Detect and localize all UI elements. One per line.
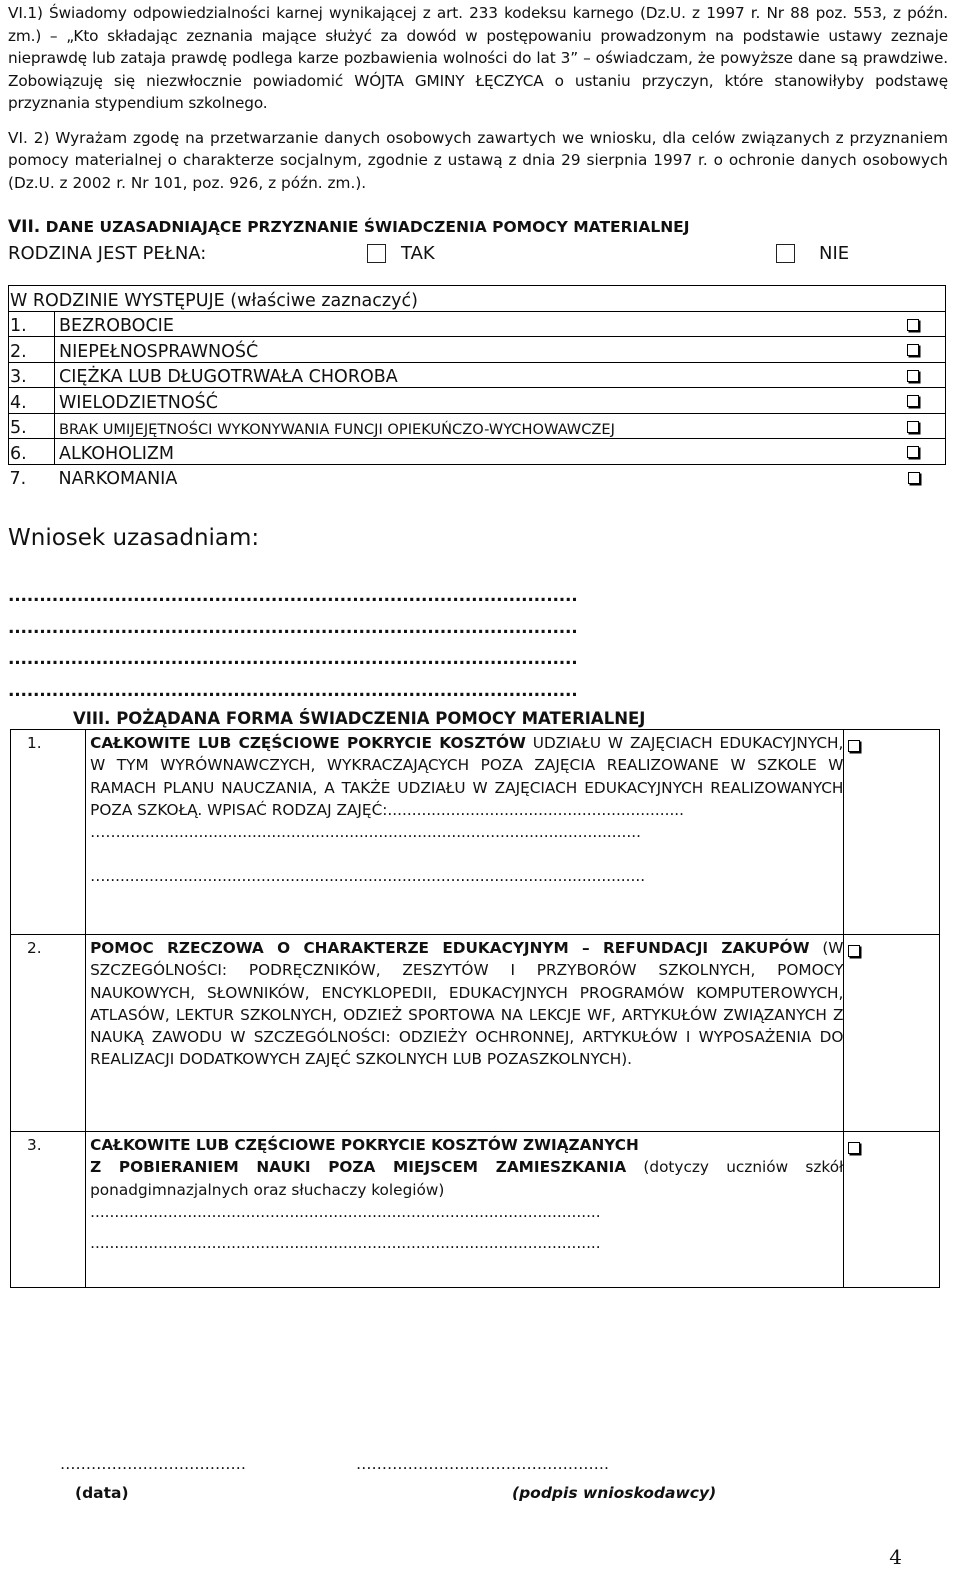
row-number: 4. [9,388,55,414]
table-row [9,388,946,414]
row-number: 1. [9,311,55,337]
dotted-line[interactable]: ......................................................................................................... [90,1234,601,1253]
consent-paragraph: VI. 2) Wyrażam zgodę na przetwarzanie danych osobowych zawartych we wniosku, dla celów związanych z przyznaniem pomocy materialnej o charakterze socjalnym, zgodnie z ustawą z dnia 29 sierpnia 1997 r. o ochronie danych osobowych (Dz.U. z 2002 r. Nr 101, poz. 926, z późn. zm.). [8,128,948,192]
date-label: (data) [75,1484,129,1502]
dotted-line[interactable]: …............................................................................................................... [90,867,646,886]
condition-label: BRAK UMIJEJĘTNOŚCI WYKONYWANIA FUNCJI OPIEKUŃCZO-WYCHOWAWCZEJ [55,413,860,439]
dotted-line: ........................................................................................... [8,680,578,701]
table-row [9,311,946,337]
checkbox-icon[interactable] [848,1142,860,1154]
table-row [9,439,946,465]
table-row [9,464,946,489]
dotted-line: ........................................................................................... [8,649,578,669]
form-description [86,730,844,935]
family-complete-label: RODZINA JEST PEŁNA: [8,243,207,264]
form-title: Z POBIERANIEM NAUKI POZA MIEJSCEM ZAMIESZKANIA [90,1158,627,1177]
form-description [86,1132,844,1288]
dotted-line[interactable]: ......................................................................................................... [90,1202,601,1221]
checkbox-no-icon[interactable] [776,244,795,263]
checkbox-icon[interactable] [907,421,919,433]
row-number: 3. [9,362,55,388]
checkbox-icon[interactable] [848,945,860,957]
form-page [8,2,948,1288]
date-line[interactable]: ……………………………… [60,1455,246,1473]
family-complete-row [8,241,948,271]
checkbox-icon[interactable] [848,740,860,752]
row-number: 3. [11,1132,86,1288]
form-text: (W SZCZEGÓLNOŚCI: PODRĘCZNIKÓW, ZESZYTÓW I PRZYBORÓW SZKOLNYCH, POMOCY NAUKOWYCH, SŁOWNIKÓW, ENCYKLOPEDII, EDUKACYJNYCH PROGRAMÓW KOMPUTEROWYCH, ATLASÓW, LEKTUR SZKOLNYCH, ODZIEŻ SPORTOWA NA LEKCJE WF, ARTYKUŁÓW ZWIĄZANYCH Z NAUKĄ ZAWODU W SZCZEGÓLNOŚCI: ODZIEŻY OCHRONNEJ, ARTYKUŁÓW I WYPOSAŻENIA DO REALIZACJI DODATKOWYCH ZAJĘĆ SZKOLNYCH LUB POZASZKOLNYCH). [90,939,844,1069]
table-row [9,362,946,388]
signature-line[interactable]: …………………………………………. [356,1455,609,1473]
row-number: 5. [9,413,55,439]
checkbox-icon[interactable] [907,446,919,458]
form-description [86,935,844,1132]
checkbox-icon[interactable] [908,472,920,484]
condition-label: NIEPEŁNOSPRAWNOŚĆ [55,337,860,363]
signature-label: (podpis wnioskodawcy) [512,1484,717,1502]
table-row [9,413,946,439]
justification-label: Wniosek uzasadniam: [8,525,260,551]
page-number: 4 [889,1545,902,1569]
section-8-heading: VIII. POŻĄDANA FORMA ŚWIADCZENIA POMOCY MATERIALNEJ [73,709,646,728]
checkbox-yes-icon[interactable] [367,244,386,263]
dotted-line: ........................................................................................... [8,586,578,606]
section-7-heading [8,217,948,237]
form-title: POMOC RZECZOWA O CHARAKTERZE EDUKACYJNYM – REFUNDACJI ZAKUPÓW [90,939,810,957]
row-number: 2. [9,337,55,363]
form-title: CAŁKOWITE LUB CZĘŚCIOWE POKRYCIE KOSZTÓW ZWIĄZANYCH [90,1136,639,1154]
checkbox-icon[interactable] [907,370,919,382]
form-title: CAŁKOWITE LUB CZĘŚCIOWE POKRYCIE KOSZTÓW [90,734,526,752]
checkbox-icon[interactable] [907,344,919,356]
form-text: UDZIAŁU W ZAJĘCIACH EDUKACYJNYCH, W TYM WYRÓWNAWCZYCH, WYKRACZAJĄCYCH POZA ZAJĘCIA REALIZOWANE W SZKOLE W RAMACH PLANU NAUCZANIA, A TAKŻE UDZIAŁU W ZAJĘCIACH EDUKACYJNYCH REALIZOWANYCH POZA SZKOŁĄ. WPISAĆ RODZAJ ZAJĘĆ:............................................................. [90,734,844,819]
checkbox-icon[interactable] [907,395,919,407]
table-row [9,337,946,363]
row-number: 7. [9,469,27,489]
row-number: 6. [9,439,55,465]
row-number: 1. [11,730,86,935]
checkbox-icon[interactable] [907,319,919,331]
section-7-roman: VII. [8,217,41,237]
condition-label: BEZROBOCIE [55,311,860,337]
dotted-line: ........................................................................................... [8,617,578,638]
conditions-table-header: W RODZINIE WYSTĘPUJE (właściwe zaznaczyć) [9,286,946,312]
declaration-paragraph: VI.1) Świadomy odpowiedzialności karnej wynikającej z art. 233 kodeksu karnego (Dz.U. z 1997 r. Nr 88 poz. 553, z późn. zm.) – „Kto składając zeznania mające służyć za dowód w postępowaniu prowadzonym na podstawie ustawy zeznaje nieprawdę lub zataja prawdę podlega karze pozbawienia wolności do lat 3” – oświadczam, że powyższe dane są prawdziwe. Zobowiązuję się niezwłocznie powiadomić WÓJTA GMINY ŁĘCZYCA o ustaniu przyczyn, które stanowiłyby podstawę przyznania stypendium szkolnego. [8,4,948,112]
aid-forms-table [10,729,940,1288]
yes-label: TAK [401,243,435,264]
table-row [11,935,940,1132]
row-number: 2. [11,935,86,1132]
condition-label: WIELODZIETNOŚĆ [55,388,860,414]
justification-lines[interactable] [8,581,948,707]
condition-label: CIĘŻKA LUB DŁUGOTRWAŁA CHOROBA [55,362,860,388]
condition-label: ALKOHOLIZM [55,439,860,465]
table-row [11,730,940,935]
section-7-title: DANE UZASADNIAJĄCE PRZYZNANIE ŚWIADCZENIA POMOCY MATERIALNEJ [45,218,690,236]
table-row [11,1132,940,1288]
form-text: (dotyczy uczniów szkół ponadgimnazjalnych oraz słuchaczy kolegiów) [90,1158,844,1199]
no-label: NIE [819,243,850,264]
family-conditions-table [8,285,946,489]
condition-label: NARKOMANIA [58,469,178,489]
dotted-line[interactable]: ……........................................................................................................... [90,823,641,842]
